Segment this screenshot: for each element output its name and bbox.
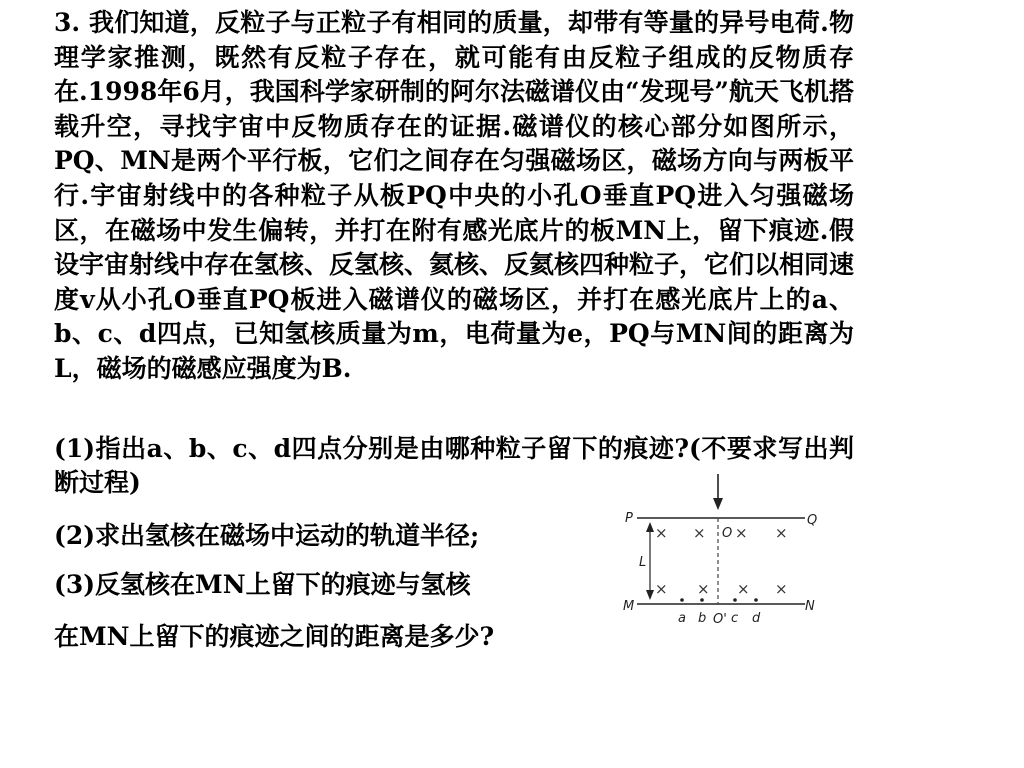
problem-statement: 3. 我们知道，反粒子与正粒子有相同的质量，却带有等量的异号电荷.物理学家推测，既然有反粒子存在，就可能有由反粒子组成的反物质存在.1998年6月，我国科学家研制的阿尔法磁谱仪由“发现号”航天飞机搭载升空，寻找宇宙中反物质存在的证据.磁谱仪的核心部分如图所示，PQ、MN是两个平行板，它们之间存在匀强磁场区，磁场方向与两板平行.宇宙射线中的各种粒子从板PQ中央的小孔O垂直PQ进入匀强磁场区，在磁场中发生偏转，并打在附有感光底片的板MN上，留下痕迹.假设宇宙射线中存在氢核、反氢核、氦核、反氦核四种粒子，它们以相同速度v从小孔O垂直PQ板进入磁谱仪的磁场区，并打在感光底片上的a、b、c、d四点，已知氢核质量为m，电荷量为e，PQ与MN间的距离为L，磁场的磁感应强度为B. [54,8,855,383]
label-b: b [698,611,707,626]
label-q: Q [807,513,818,528]
trace-dot-a [680,598,684,602]
magnetic-spectrometer-diagram [615,470,830,635]
question-3-line-1: (3)反氢核在MN上留下的痕迹与氢核 [54,570,471,599]
label-a: a [678,611,686,626]
field-mark: × [693,524,706,542]
label-l: L [639,555,647,570]
question-2: (2)求出氢核在磁场中运动的轨道半径; [54,521,480,550]
field-mark: × [655,580,668,598]
field-mark: × [697,580,710,598]
field-mark: × [737,580,750,598]
question-1: (1)指出a、b、c、d四点分别是由哪种粒子留下的痕迹?(不要求写出判断过程) [54,434,854,497]
label-c: c [731,611,739,626]
field-mark: × [775,580,788,598]
distance-arrow-down [646,590,654,600]
label-o-prime: O' [713,612,727,627]
field-mark: × [655,524,668,542]
field-mark: × [775,524,788,542]
label-m: M [623,599,635,614]
label-o: O [722,526,733,541]
question-3-line-2: 在MN上留下的痕迹之间的距离是多少? [54,622,495,651]
trace-dot-d [754,598,758,602]
field-mark: × [735,524,748,542]
trace-dot-b [700,598,704,602]
label-d: d [752,611,761,626]
label-p: P [625,511,633,526]
label-n: N [805,599,815,614]
incoming-arrow-head [713,498,723,510]
distance-arrow-up [646,522,654,532]
trace-dot-c [733,598,737,602]
